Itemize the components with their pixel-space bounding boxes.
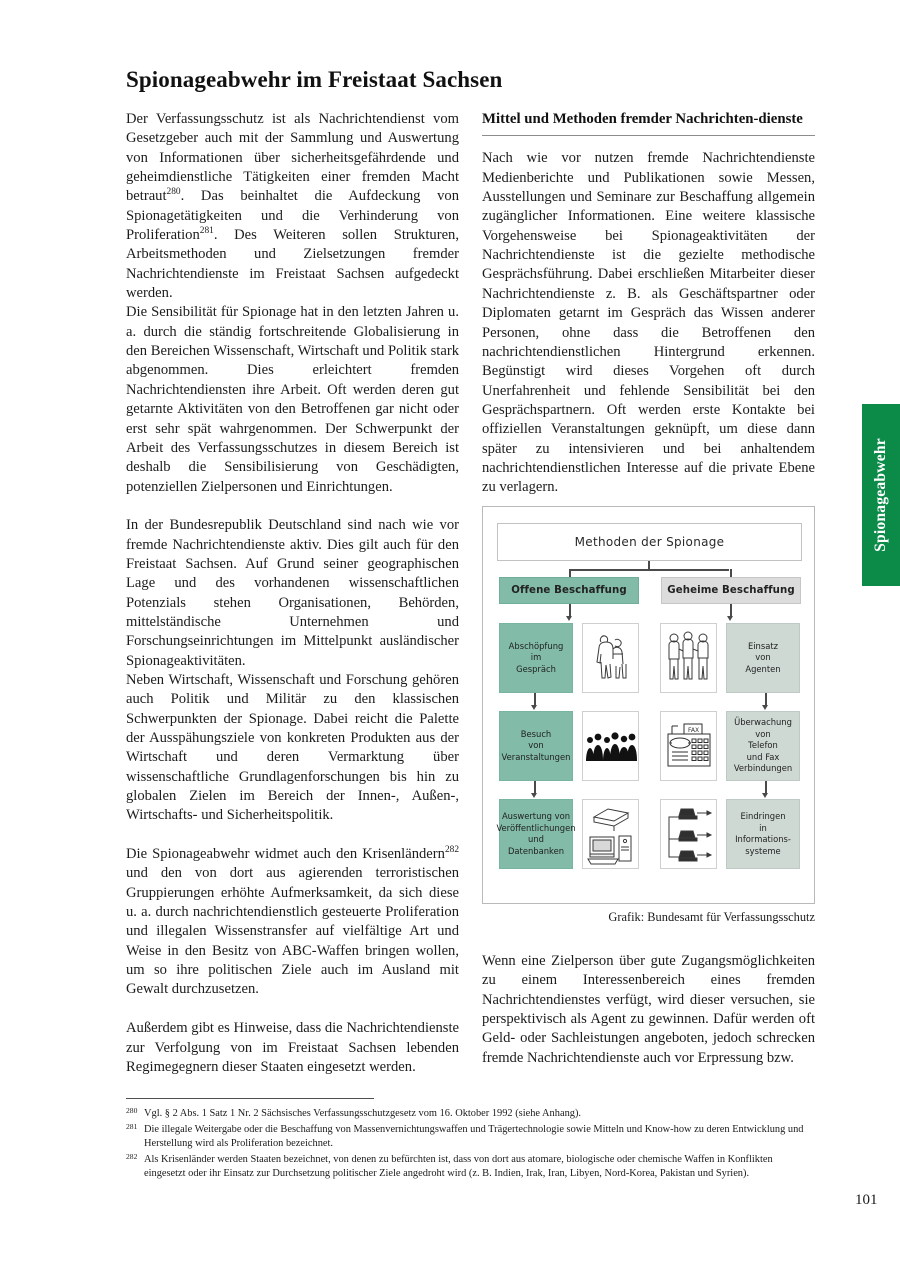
node-ueberwachung-telefon-fax xyxy=(726,711,800,781)
footnote-282 xyxy=(126,1153,816,1182)
paragraph-5-text-b: und den von dort aus agierenden terroristischen Gruppierungen erhöhte Aufmerksamkeit, da sich diese u. a. durch nachrichtendienstlich gesteuerte Proliferation und illegalen Wissenstransfer auf vielfältige Art und Weise in den Besitz von ABC-Waffen bringen wollen, um so ihre politischen Ziele auch im Ausland mit Gewalt durchzusetzen. xyxy=(126,865,459,998)
footnote-number: 280 xyxy=(126,1106,138,1115)
footnote-text: Vgl. § 2 Abs. 1 Satz 1 Nr. 2 Sächsisches Verfassungsschutzgesetz vom 16. Oktober 1992 (siehe Anhang). xyxy=(144,1108,582,1119)
arrow-left-down xyxy=(566,616,572,621)
arrow-left-2-3 xyxy=(531,793,537,798)
paragraph-1 xyxy=(126,110,459,303)
figure-frame xyxy=(482,506,815,904)
paragraph-5 xyxy=(126,845,459,1000)
arrow-right-2-3 xyxy=(762,793,768,798)
footnote-text: Die illegale Weitergabe oder die Beschaffung von Massenvernichtungswaffen und Trägertechnologie sowie Mitteln und Know-how zu deren Entwicklung und Herstellung wird als Proliferation bezeichnet. xyxy=(144,1123,804,1150)
node-line: systeme xyxy=(745,845,781,856)
footnote-ref-281[interactable]: 281 xyxy=(199,226,214,237)
section-heading: Mittel und Methoden fremder Nachrichten-dienste xyxy=(482,111,803,127)
node-line: Besuch xyxy=(520,728,552,739)
network-icon xyxy=(660,799,717,869)
right-text-column xyxy=(482,110,815,498)
crowd-icon xyxy=(582,711,639,781)
footnote-number: 281 xyxy=(126,1121,138,1131)
fax-phone-icon xyxy=(660,711,717,781)
figure-title-box: Methoden der Spionage xyxy=(497,523,802,561)
node-einsatz-von-agenten xyxy=(726,623,800,693)
connector-branch-right xyxy=(730,569,732,577)
footnote-280 xyxy=(126,1107,816,1122)
arrow-left-1-2 xyxy=(531,705,537,710)
node-line: im xyxy=(530,652,542,663)
node-line: und xyxy=(528,834,544,844)
node-line: Veranstaltungen xyxy=(501,751,571,762)
paragraph-1-text-c: . Des Weiteren sollen Strukturen, Arbeitsmethoden und Zielsetzungen fremder Nachrichtendienste im Freistaat Sachsen aufgedeckt werden. xyxy=(126,227,459,302)
section-side-tab[interactable] xyxy=(862,404,900,586)
arrow-right-1-2 xyxy=(762,705,768,710)
node-line: Informations- xyxy=(735,834,791,844)
paragraph-6: Außerdem gibt es Hinweise, dass die Nachrichtendienste zur Verfolgung von im Freistaat Sachsen lebenden Regimegegnern dieser Staaten eingesetzt werden. xyxy=(126,1020,459,1075)
node-line: und Fax xyxy=(746,751,780,762)
node-line: Veröffentlichungen xyxy=(496,822,576,833)
side-tab-label: Spionageabwehr xyxy=(872,438,889,552)
node-line: Abschöpfung xyxy=(508,640,564,651)
footnote-number: 282 xyxy=(126,1151,138,1161)
page-number: 101 xyxy=(855,1192,878,1208)
right-text-column-continued xyxy=(482,952,815,1068)
footnote-ref-282[interactable]: 282 xyxy=(444,845,459,856)
right-paragraph-1: Nach wie vor nutzen fremde Nachrichtendienste Medienberichte und Publikationen sowie Messen, Ausstellungen und Seminare zur Beschaffung allgemein zugänglicher Informationen. Eine weitere klassische Vorgehensweise bei Spionageaktivitäten der Nachrichtendienste ist die gezielte methodische Gesprächsführung. Dabei erschließen Mitarbeiter dieser Nachrichtendienste z. B. als Geschäftspartner oder Diplomaten getarnt im Gespräch das Wissen anderer Personen, ohne dass die Betroffenen den nachrichtendienstlichen Hintergrund erkennen. Begünstigt wird dieses Vorgehen oft durch Unerfahrenheit und fehlende Sensibilität bei den Gesprächspartnern. Oft werden erste Kontakte bei offiziellen Veranstaltungen geknüpft, um diese dann später zu intensivieren und bei anhaltendem nachrichtendienstlichen Interesse auf die private Ebene zu verlagern. xyxy=(482,150,815,496)
node-line: Gespräch xyxy=(516,663,556,674)
node-line: Datenbanken xyxy=(507,845,565,856)
svg-text:FAX: FAX xyxy=(687,727,699,734)
arrow-right-down xyxy=(727,616,733,621)
node-auswertung-veroeffentlichungen-datenbanken xyxy=(496,799,576,869)
node-line: von xyxy=(528,740,544,751)
node-line: Eindringen xyxy=(740,811,786,821)
paragraph-5-text-a: Die Spionageabwehr widmet auch den Krisenländern xyxy=(126,846,445,863)
node-line: Telefon xyxy=(748,740,778,751)
branch-head-offene-beschaffung: Offene Beschaffung xyxy=(499,577,639,604)
computer-book-icon xyxy=(582,799,639,869)
people-talking-icon xyxy=(582,623,639,693)
footnotes-block xyxy=(126,1107,816,1183)
footnote-text: Als Krisenländer werden Staaten bezeichnet, von denen zu befürchten ist, dass von dort aus atomare, biologische oder chemische Waffen in Konflikten eingesetzt oder ihr Einsatz zur Durchsetzung politischer Ziele angedroht wird (z. B. Indien, Irak, Iran, Libyen, Nord-Korea, Pakistan und Syrien). xyxy=(144,1153,773,1180)
paragraph-4: Neben Wirtschaft, Wissenschaft und Forschung gehören auch Politik und Militär zu den klassischen Schwerpunkten der Spionage. Dabei reicht die Palette der Ausspähungsziele von konkreten Produkten aus der Wirtschaft und deren Vermarktung über wissenschaftliche Grundlagenforschungen bis hin zu globalen Zielen im Bereich der Innen-, Außen-, Wirtschafts- und Sicherheitspolitik. xyxy=(126,671,459,824)
figure-methoden-der-spionage xyxy=(482,506,815,925)
paragraph-2: Die Sensibilität für Spionage hat in den letzten Jahren u. a. durch die ständig fortschreitende Globalisierung in den Bereichen Wissenschaft, Wirtschaft und Politik stark abgenommen. Dies erleichtert fremden Nachrichtendiensten ihre Arbeit. Oft werden deren gut getarnte Aktivitäten von den Betroffenen gar nicht oder erst sehr spät wahrgenommen. Der Schwerpunkt der Arbeit des Verfassungsschutzes in diesem Bereich ist deshalb die Sensibilisierung von Geschädigten, potenziellen Zielpersonen und Einrichtungen. xyxy=(126,304,459,495)
agents-icon xyxy=(660,623,717,693)
node-line: von xyxy=(755,728,771,739)
paragraph-1-text-a: Der Verfassungsschutz ist als Nachrichtendienst vom Gesetzgeber auch mit der Sammlung und Auswertung von Informationen über sicherheitsgefährdende und geheimdienstliche Tätigkeiten einer fremden Macht betraut xyxy=(126,111,459,205)
right-paragraph-2: Wenn eine Zielperson über gute Zugangsmöglichkeiten zu einem Interessenbereich eines fremden Nachrichtendienstes verfügt, wird dieser versuchen, sie perspektivisch als Agent zu gewinnen. Dafür werden oft Geld- oder Sachleistungen angeboten, jedoch schrecken fremde Nachrichtendienste auch vor Erpressung bzw. xyxy=(482,953,815,1066)
paragraph-3: In der Bundesrepublik Deutschland sind nach wie vor fremde Nachrichtendienste aktiv. Dies gilt auch für den Freistaat Sachsen. Auf Grund seiner geographischen Lage und des vorhandenen wissenschaftlichen Potenzials stehen Organisationen, Behörden, mittelständische Unternehmen und Forschungseinrichtungen im Mittelpunkt ausländischer Spionageaktivitäten. xyxy=(126,517,459,669)
node-line: Agenten xyxy=(745,663,781,674)
connector-branch-left xyxy=(569,569,571,577)
figure-caption: Grafik: Bundesamt für Verfassungsschutz xyxy=(608,910,815,924)
footnote-281 xyxy=(126,1123,816,1152)
paragraph-1-text-b: . Das beinhaltet die Aufdeckung von Spionagetätigkeiten und die Verhinderung von Proliferation xyxy=(126,188,459,244)
connector-branch-bar xyxy=(569,569,729,571)
node-line: Überwachung xyxy=(734,717,792,728)
page-title: Spionageabwehr im Freistaat Sachsen xyxy=(126,67,503,93)
footnote-ref-280[interactable]: 280 xyxy=(166,187,181,198)
left-text-column xyxy=(126,110,459,1077)
branch-head-geheime-beschaffung: Geheime Beschaffung xyxy=(661,577,801,604)
heading-divider xyxy=(482,135,815,136)
node-besuch-von-veranstaltungen xyxy=(499,711,573,781)
node-line: Einsatz xyxy=(747,640,779,651)
node-eindringen-in-informationssysteme xyxy=(726,799,800,869)
node-line: in xyxy=(759,822,767,833)
node-line: Auswertung von xyxy=(501,811,571,821)
node-abschoepfung-im-gespraech xyxy=(499,623,573,693)
node-line: von xyxy=(755,652,771,663)
footnote-divider xyxy=(126,1098,374,1099)
node-line: Verbindungen xyxy=(733,763,793,774)
